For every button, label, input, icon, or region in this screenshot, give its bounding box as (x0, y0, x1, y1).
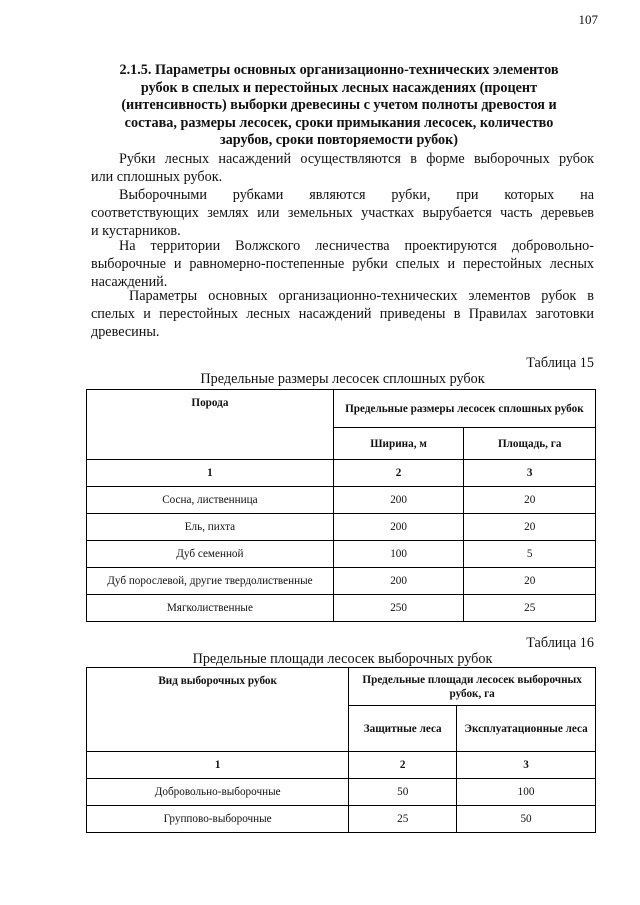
table-cell: 200 (333, 487, 464, 514)
table-cell: Добровольно-выборочные (87, 779, 349, 806)
table-cell: 20 (464, 568, 596, 595)
table-header-cell: Защитные леса (349, 706, 457, 752)
table-row (87, 541, 596, 568)
table-row (87, 779, 596, 806)
table16 (86, 667, 596, 833)
table-cell: Дуб порослевой, другие твердолиственные (87, 568, 334, 595)
table-header-cell: 3 (464, 460, 596, 487)
table-header-cell: 1 (87, 460, 334, 487)
section-heading (96, 62, 582, 150)
table-cell: 200 (333, 514, 464, 541)
table-row (87, 487, 596, 514)
table-header-cell: 2 (333, 460, 464, 487)
table-cell: 20 (464, 514, 596, 541)
paragraph-line: древесины. (91, 324, 160, 340)
paragraph-line: соответствующих землях или земельных участках вырубается часть деревьев (91, 205, 594, 221)
table-header-cell: Площадь, га (464, 428, 596, 460)
paragraph-line: Рубки лесных насаждений осуществляются в форме выборочных рубок (119, 151, 594, 167)
table15-label: Таблица 15 (526, 355, 594, 371)
table-cell: 50 (349, 779, 457, 806)
paragraph-line: спелых и перестойных лесных насаждений приведены в Правилах заготовки (91, 306, 594, 322)
paragraph-line: выборочные и равномерно-постепенные рубки спелых и перестойных лесных (91, 256, 594, 272)
table-cell: 5 (464, 541, 596, 568)
table-header-cell: 3 (457, 752, 596, 779)
paragraph-line: насаждений. (91, 274, 168, 290)
table16-label: Таблица 16 (526, 635, 594, 651)
table-cell: 100 (457, 779, 596, 806)
table-cell: 200 (333, 568, 464, 595)
paragraph-3 (91, 237, 594, 291)
table-row (87, 595, 596, 622)
heading-line: состава, размеры лесосек, сроки примыкания лесосек, количество (124, 114, 554, 131)
table-cell: Сосна, лиственница (87, 487, 334, 514)
table-header-cell: Ширина, м (333, 428, 464, 460)
table-header-cell: Предельные размеры лесосек сплошных рубок (333, 390, 595, 428)
table-cell: Дуб семенной (87, 541, 334, 568)
heading-line: зарубов, сроки повторяемости рубок) (219, 132, 458, 149)
table15-caption: Предельные размеры лесосек сплошных рубок (200, 371, 485, 387)
table-cell: 25 (464, 595, 596, 622)
paragraph-line: На территории Волжского лесничества проектируются добровольно- (119, 238, 594, 254)
heading-line: рубок в спелых и перестойных лесных насаждениях (процент (140, 79, 538, 96)
paragraph-line: или сплошных рубок. (91, 169, 223, 185)
table15 (86, 389, 596, 622)
table-cell: 100 (333, 541, 464, 568)
table-cell: 50 (457, 806, 596, 833)
table-header-cell: 1 (87, 752, 349, 779)
table-header-cell: Порода (87, 390, 334, 460)
page-number: 107 (578, 12, 598, 27)
table-cell: 250 (333, 595, 464, 622)
table-cell: 25 (349, 806, 457, 833)
paragraph-2 (91, 186, 594, 240)
heading-line: 2.1.5. Параметры основных организационно-технических элементов (119, 62, 559, 78)
paragraph-line: Выборочными рубками являются рубки, при которых на (119, 187, 594, 203)
table-header-cell: 2 (349, 752, 457, 779)
paragraph-1 (91, 150, 594, 186)
paragraph-line: и кустарников. (91, 223, 181, 239)
table-row (87, 514, 596, 541)
table-row (87, 568, 596, 595)
table16-caption: Предельные площади лесосек выборочных рубок (192, 651, 493, 667)
table-cell: Мягколиственные (87, 595, 334, 622)
table-row (87, 806, 596, 833)
paragraph-line: Параметры основных организационно-технических элементов рубок в (129, 288, 594, 304)
paragraph-4 (91, 287, 594, 341)
table-header-cell: Вид выборочных рубок (87, 668, 349, 752)
table-cell: Ель, пихта (87, 514, 334, 541)
table-header-cell: Предельные площади лесосек выборочных рубок, га (349, 668, 596, 706)
table-header-cell: Эксплуатационные леса (457, 706, 596, 752)
table-cell: Группово-выборочные (87, 806, 349, 833)
heading-line: (интенсивность) выборки древесины с учетом полноты древостоя и (121, 97, 557, 114)
table-cell: 20 (464, 487, 596, 514)
